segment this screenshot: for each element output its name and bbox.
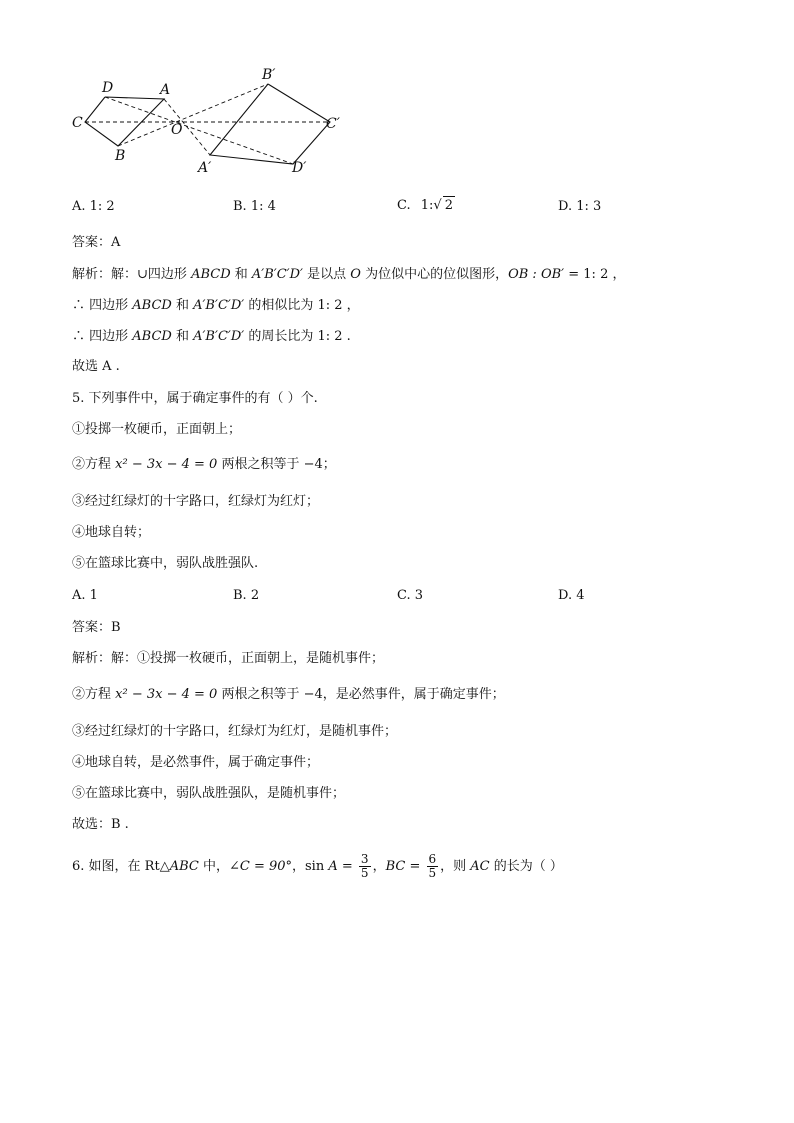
math-abcd: ABCD	[191, 267, 231, 282]
q5-answer: 答案：B	[72, 620, 121, 635]
q6-stem	[72, 853, 563, 881]
math-angle: ∠C = 90°	[228, 859, 293, 874]
q4-solution-line2	[72, 297, 360, 315]
q4-answer: 答案：A	[72, 235, 121, 250]
text: ∴ 四边形	[72, 329, 133, 344]
q5-item-5: ⑤在篮球比赛中，弱队战胜强队.	[72, 556, 259, 571]
q5-solution-3: ③经过红绿灯的十字路口，红绿灯为红灯，是随机事件；	[72, 724, 398, 739]
because-symbol: ∪	[137, 267, 148, 282]
math-o: O	[350, 267, 361, 282]
text: 四边形	[147, 267, 192, 282]
text: 的相似比为 1: 2 ，	[244, 298, 360, 313]
text: ②方程	[72, 687, 116, 702]
math-abcd: ABCD	[132, 329, 172, 344]
q4-conclusion: 故选 A .	[72, 359, 120, 374]
q4-option-c-root: 2	[444, 198, 453, 213]
q5-option-c: C. 3	[397, 588, 424, 603]
label-Bp: B′	[262, 67, 276, 83]
text: ，则	[440, 859, 471, 874]
math-abcd-prime: A′B′C′D′	[193, 298, 245, 313]
text: 两根之积等于 −4；	[217, 457, 336, 472]
text: 6. 如图，在 Rt	[72, 859, 160, 874]
text: ②方程	[72, 457, 116, 472]
math-abc: ABC	[169, 859, 199, 874]
numerator: 6	[428, 852, 437, 866]
math-a: A	[328, 859, 338, 874]
text: 的周长比为 1: 2 .	[244, 329, 351, 344]
label-Cp: C′	[326, 116, 340, 132]
q4-solution-line3	[72, 328, 351, 346]
math-equation: x² − 3x − 4 = 0	[115, 687, 218, 702]
label-Ap: A′	[198, 160, 212, 176]
math-abcd-prime: A′B′C′D′	[193, 329, 245, 344]
label-B: B	[115, 148, 126, 164]
text: 的长为（ ）	[489, 859, 563, 874]
dashed-B-Bp	[118, 84, 268, 146]
label-C: C	[72, 115, 83, 131]
q5-item-3: ③经过红绿灯的十字路口，红绿灯为红灯；	[72, 494, 320, 509]
math-abcd-prime: A′B′C′D′	[251, 267, 304, 282]
fraction-3-5	[359, 853, 371, 880]
label-Dp: D′	[292, 160, 307, 176]
q5-option-d: D. 4	[558, 588, 585, 603]
fraction-6-5	[427, 853, 439, 880]
sqrt-icon: √	[433, 198, 442, 213]
numerator: 3	[360, 852, 369, 866]
text: 为位似中心的位似图形，	[360, 267, 509, 282]
text: ，sin	[292, 859, 329, 874]
text: 中，	[198, 859, 229, 874]
q4-option-c-prefix: C.	[397, 198, 411, 213]
q5-conclusion: 故选：B .	[72, 817, 129, 832]
q4-option-c	[397, 196, 455, 215]
label-D: D	[102, 80, 114, 96]
q4-option-a: A. 1: 2	[72, 199, 115, 214]
text: 和	[230, 267, 252, 282]
q5-solution-2	[72, 686, 505, 704]
text: ∴ 四边形	[72, 298, 133, 313]
q4-option-c-value: 1:	[420, 198, 434, 213]
q4-option-d: D. 1: 3	[558, 199, 602, 214]
q5-stem: 5. 下列事件中，属于确定事件的有（ ）个.	[72, 391, 318, 406]
q5-solution-5: ⑤在篮球比赛中，弱队战胜强队，是随机事件；	[72, 786, 346, 801]
q5-solution-1: 解析：解：①投掷一枚硬币，正面朝上，是随机事件；	[72, 651, 385, 666]
homothety-figure	[68, 62, 358, 182]
small-quad-sides	[85, 97, 164, 146]
text: 和	[171, 298, 194, 313]
label-O: O	[171, 122, 183, 138]
equals: =	[405, 859, 425, 874]
q4-solution-line1	[72, 266, 625, 284]
text: 和	[171, 329, 194, 344]
denominator: 5	[428, 866, 437, 880]
denominator: 5	[360, 866, 369, 880]
math-abcd: ABCD	[132, 298, 172, 313]
math-equation: x² − 3x − 4 = 0	[115, 457, 218, 472]
sol-prefix: 解析：解：	[72, 267, 138, 282]
large-quad-sides	[210, 84, 330, 164]
text: ，	[372, 859, 386, 874]
q5-option-a: A. 1	[72, 588, 98, 603]
equals: =	[337, 859, 357, 874]
text: 是以点	[303, 267, 351, 282]
q5-item-4: ④地球自转；	[72, 525, 151, 540]
math-ac: AC	[470, 859, 490, 874]
math-bc: BC	[385, 859, 406, 874]
q5-item-1: ①投掷一枚硬币，正面朝上；	[72, 422, 242, 437]
text: 两根之积等于 −4，是必然事件，属于确定事件；	[217, 687, 505, 702]
q5-item-2	[72, 456, 336, 474]
label-A: A	[160, 82, 171, 98]
q5-option-b: B. 2	[233, 588, 260, 603]
q4-option-b: B. 1: 4	[233, 199, 276, 214]
math-ratio: OB : OB′	[508, 267, 565, 282]
text: = 1: 2 ，	[564, 267, 626, 282]
q5-solution-4: ④地球自转，是必然事件，属于确定事件；	[72, 755, 320, 770]
triangle-icon: △	[159, 859, 170, 874]
